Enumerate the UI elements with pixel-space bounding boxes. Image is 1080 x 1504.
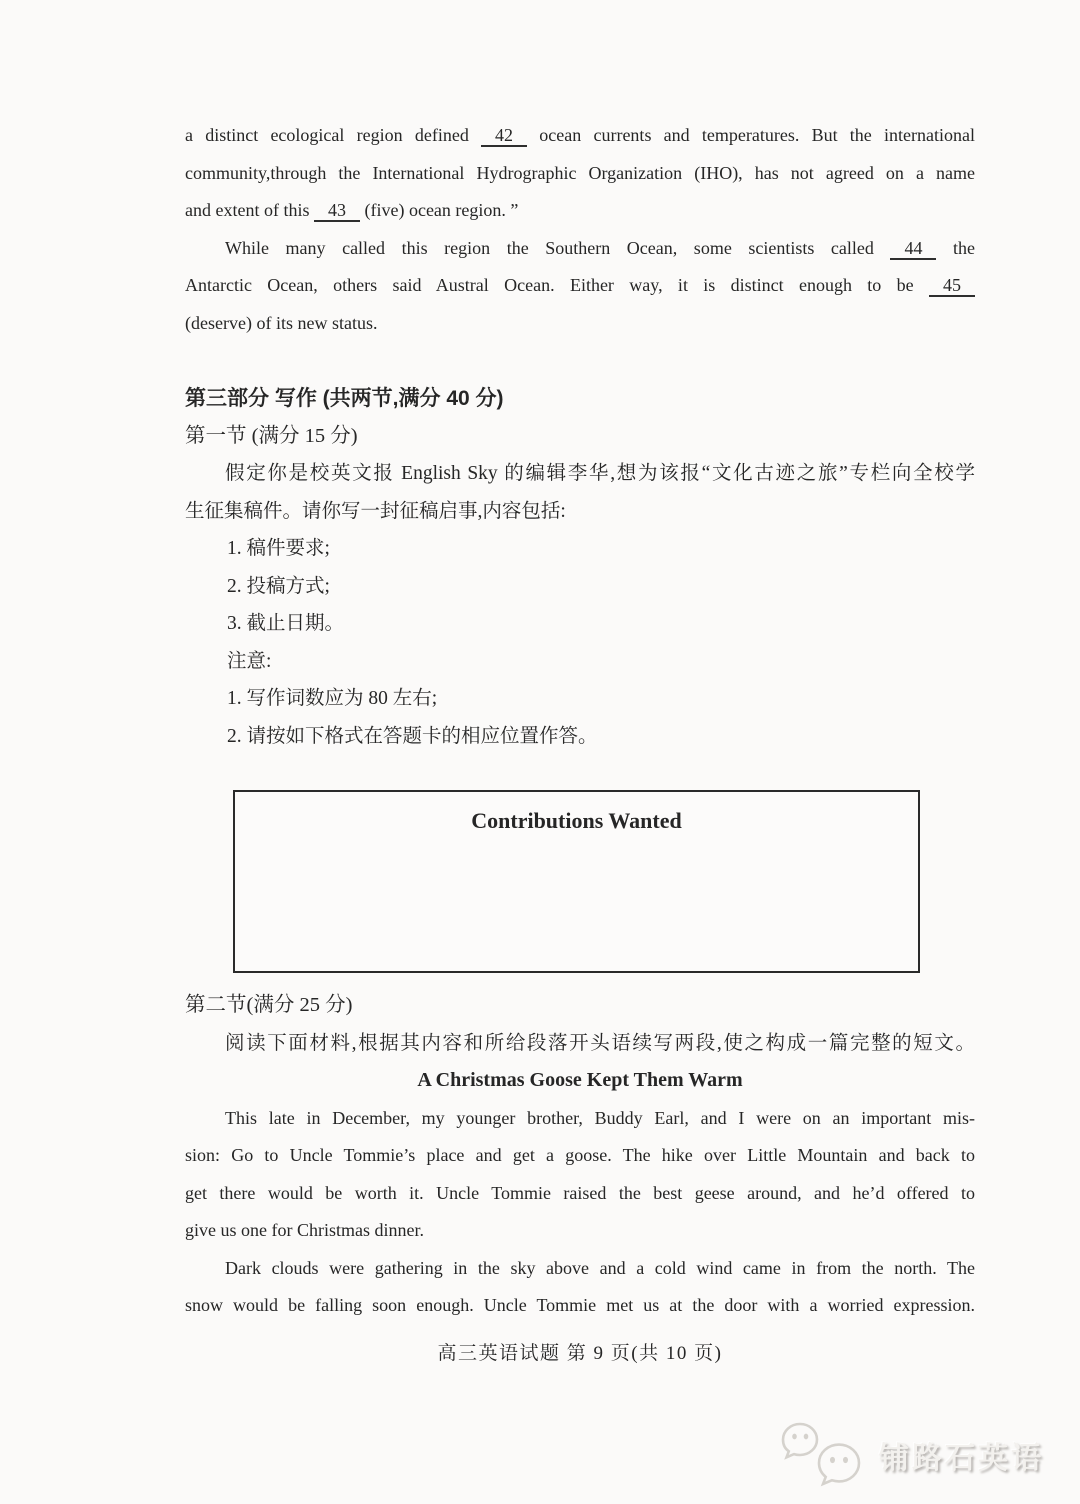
text-run: (five) ocean region. ” bbox=[359, 200, 519, 220]
text-run: ocean currents and temperatures. But the international bbox=[527, 125, 975, 145]
watermark bbox=[775, 1420, 1044, 1490]
text-line bbox=[185, 117, 975, 155]
text-run: 阅读下面材料,根据其内容和所给段落开头语续写两段,使之构成一篇完整的短文。 bbox=[225, 1032, 975, 1054]
section2-heading-block bbox=[185, 987, 975, 1025]
text-run: Dark clouds were gathering in the sky above and a cold wind came in from the north. The bbox=[225, 1257, 975, 1278]
list-item: 1. 写作词数应为 80 左右; bbox=[227, 688, 438, 709]
format-box-title: Contributions Wanted bbox=[471, 808, 682, 833]
text-line bbox=[185, 267, 975, 305]
text-run: Antarctic Ocean, others said Austral Ocean. Either way, it is distinct enough to be bbox=[185, 275, 929, 295]
wechat-icon bbox=[775, 1420, 867, 1490]
part3-heading: 第三部分 写作 (共两节,满分 40 分) bbox=[185, 387, 504, 410]
writing-part-heading-block bbox=[185, 380, 975, 455]
page-footer: 高三英语试题 第 9 页(共 10 页) bbox=[437, 1342, 723, 1364]
text-line bbox=[185, 1100, 975, 1138]
text-line bbox=[185, 1175, 975, 1213]
text-line bbox=[185, 1250, 975, 1288]
text-run: 假定你是校英文报 English Sky 的编辑李华,想为该报“文化古迹之旅”专栏向全校学 bbox=[225, 463, 975, 484]
section1-heading: 第一节 (满分 15 分) bbox=[185, 424, 358, 447]
notice-label: 注意: bbox=[227, 650, 272, 672]
fill-in-blank-number: 42 bbox=[481, 125, 527, 147]
text-line bbox=[185, 305, 975, 343]
notice-points-list bbox=[185, 680, 975, 755]
list-item: 3. 截止日期。 bbox=[227, 613, 345, 634]
section2-heading: 第二节(满分 25 分) bbox=[185, 994, 353, 1016]
answer-format-box bbox=[233, 790, 920, 973]
watermark-text: 铺路石英语 bbox=[879, 1442, 1044, 1475]
text-run: give us one for Christmas dinner. bbox=[185, 1220, 424, 1240]
gap-fill-passage bbox=[185, 117, 975, 342]
fill-in-blank-number: 44 bbox=[890, 238, 936, 260]
fill-in-blank-number: 43 bbox=[314, 200, 360, 222]
text-run: (deserve) of its new status. bbox=[185, 312, 378, 333]
text-line bbox=[185, 493, 975, 531]
text-run: This late in December, my younger brother, Buddy Earl, and I were on an important mis- bbox=[225, 1107, 975, 1128]
text-run: the bbox=[936, 237, 975, 258]
text-run: 生征集稿件。请你写一封征稿启事,内容包括: bbox=[185, 500, 566, 522]
text-line bbox=[185, 1212, 975, 1250]
text-run: snow would be falling soon enough. Uncle Tommie met us at the door with a worried expression. bbox=[185, 1295, 975, 1315]
text-line bbox=[185, 155, 975, 193]
text-run: and extent of this bbox=[185, 200, 314, 220]
text-line bbox=[185, 230, 975, 268]
fill-in-blank-number: 45 bbox=[929, 275, 975, 297]
text-line bbox=[185, 455, 975, 493]
text-run: community,through the International Hydrographic Organization (IHO), has not agreed on a name bbox=[185, 162, 975, 183]
page-content bbox=[185, 0, 975, 1365]
list-item: 1. 稿件要求; bbox=[227, 538, 330, 559]
text-line bbox=[185, 1137, 975, 1175]
text-run: a distinct ecological region defined bbox=[185, 125, 482, 145]
text-line bbox=[185, 1025, 975, 1063]
story-passage bbox=[185, 1100, 975, 1325]
text-run: sion: Go to Uncle Tommie’s place and get a goose. The hike over Little Mountain and back to bbox=[185, 1145, 975, 1165]
list-item: 2. 投稿方式; bbox=[227, 575, 330, 597]
story-title: A Christmas Goose Kept Them Warm bbox=[417, 1069, 743, 1091]
notice-block bbox=[185, 643, 975, 681]
content-points-list bbox=[185, 530, 975, 643]
text-run: get there would be worth it. Uncle Tommie raised the best geese around, and he’d offered to bbox=[185, 1182, 975, 1203]
text-line bbox=[185, 1287, 975, 1325]
section2-instruction bbox=[185, 1025, 975, 1063]
text-line bbox=[185, 192, 975, 230]
section1-intro bbox=[185, 455, 975, 530]
text-run: While many called this region the Southern Ocean, some scientists called bbox=[225, 237, 891, 258]
list-item: 2. 请按如下格式在答题卡的相应位置作答。 bbox=[227, 725, 598, 747]
